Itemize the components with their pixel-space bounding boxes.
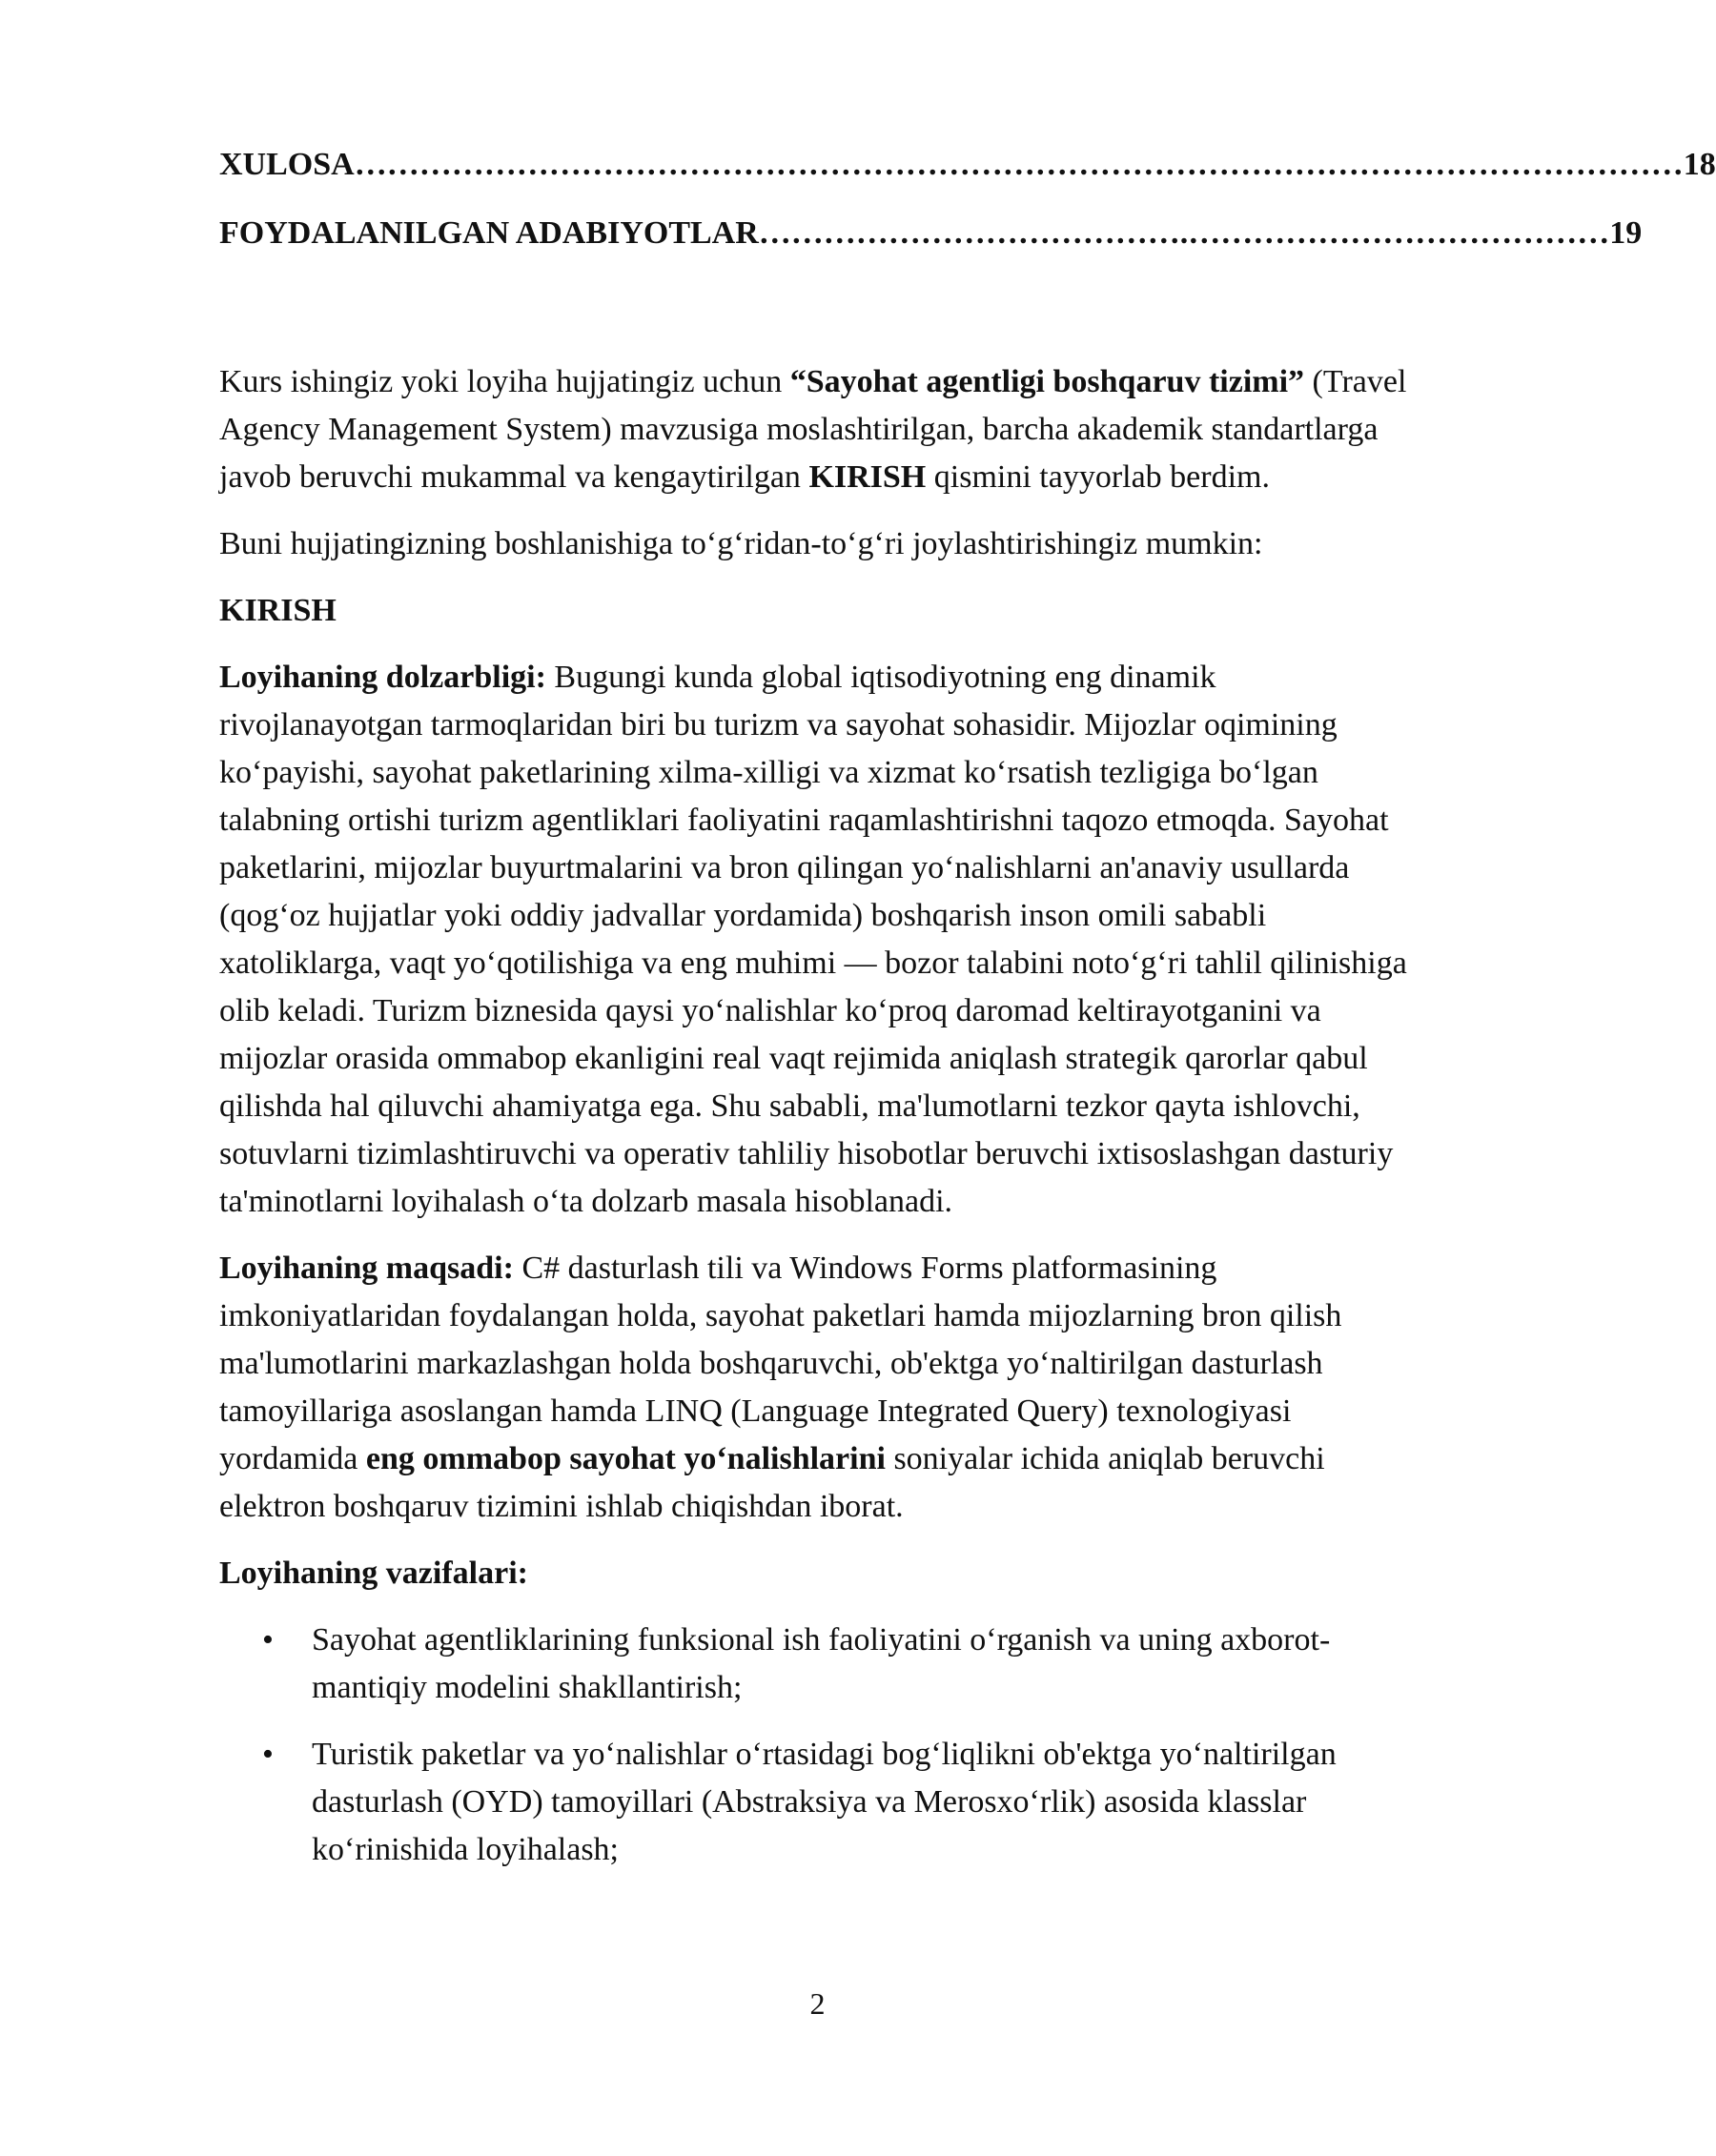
intro-text: Kurs ishingiz yoki loyiha hujjatingiz uchun bbox=[219, 364, 790, 399]
tasks-list bbox=[219, 1617, 1411, 1874]
toc-leader-dots: ………………………………….………………………………… bbox=[758, 215, 1610, 251]
goal-text: soniyalar ichida aniqlab beruvchi elektron boshqaruv tizimini ishlab chiqishdan iborat. bbox=[219, 1441, 1325, 1524]
relevance-label: Loyihaning dolzarbligi: bbox=[219, 660, 546, 695]
kirish-keyword: KIRISH bbox=[808, 459, 927, 495]
section-heading-kirish: KIRISH bbox=[219, 593, 337, 628]
spacer bbox=[219, 278, 1411, 358]
goal-emphasis: eng ommabop sayohat yo‘nalishlarini bbox=[365, 1441, 886, 1476]
intro-text: (Travel Agency Management System) mavzusiga moslashtirilgan, barcha akademik standartlarga javob beruvchi mukammal va kengaytirilgan bbox=[219, 364, 1407, 495]
goal-label: Loyihaning maqsadi: bbox=[219, 1251, 514, 1286]
toc-page-number: 19 bbox=[1609, 215, 1643, 251]
goal-paragraph bbox=[219, 1245, 1411, 1531]
tasks-heading: Loyihaning vazifalari: bbox=[219, 1556, 528, 1591]
list-item-text: Sayohat agentliklarining funksional ish faoliyatini o‘rganish va uning axborot-mantiqiy modelini shakllantirish; bbox=[312, 1622, 1331, 1705]
toc-entry-title: XULOSA bbox=[219, 147, 355, 182]
list-item-text: Turistik paketlar va yo‘nalishlar o‘rtasidagi bog‘liqlikni ob'ektga yo‘naltirilgan dasturlash (OYD) tamoyillari (Abstraksiya va Merosxo‘rlik) asosida klasslar ko‘rinishida loyihalash; bbox=[312, 1737, 1337, 1867]
toc-page-number: 18 bbox=[1683, 147, 1716, 182]
toc-entry-references[interactable] bbox=[219, 210, 1643, 257]
goal-text: C# dasturlash tili va Windows Forms platformasining imkoniyatlaridan foydalangan holda, sayohat paketlari hamda mijozlarning bron qilish ma'lumotlarini markazlashgan holda boshqaruvchi, ob'ektga yo‘naltirilgan dasturlash tamoyillariga asoslangan hamda LINQ (Language Integrated Query) texnologiyasi yordamida bbox=[219, 1251, 1342, 1476]
project-title: “Sayohat agentligi boshqaruv tizimi” bbox=[789, 364, 1305, 399]
list-item bbox=[219, 1617, 1411, 1712]
page-number: 2 bbox=[809, 1986, 826, 2021]
bullet-icon: • bbox=[262, 1737, 274, 1772]
intro-paragraph bbox=[219, 358, 1411, 501]
bullet-icon: • bbox=[262, 1622, 274, 1658]
intro-text: qismini tayyorlab berdim. bbox=[926, 459, 1270, 495]
toc-entry-conclusion[interactable] bbox=[219, 141, 1716, 189]
relevance-text: Bugungi kunda global iqtisodiyotning eng dinamik rivojlanayotgan tarmoqlaridan biri bu turizm va sayohat sohasidir. Mijozlar oqimining ko‘payishi, sayohat paketlarining xilma-xilligi va xizmat ko‘rsatish tezligiga bo‘lgan talabning ortishi turizm agentliklari faoliyatini raqamlashtirishni taqozo etmoqda. Sayohat paketlarini, mijozlar buyurtmalarini va bron qilingan yo‘nalishlarni an'anaviy usullarda (qog‘oz hujjatlar yoki oddiy jadvallar yordamida) boshqarish inson omili sababli xatoliklarga, vaqt yo‘qotilishiga va eng muhimi — bozor talabini noto‘g‘ri tahlil qilinishiga olib keladi. Turizm biznesida qaysi yo‘nalishlar ko‘proq daromad keltirayotganini va mijozlar orasida ommabop ekanligini real vaqt rejimida aniqlash strategik qarorlar qabul qilishda hal qiluvchi ahamiyatga ega. Shu sababli, ma'lumotlarni tezkor qayta ishlovchi, sotuvlarni tizimlashtiruvchi va operativ tahliliy hisobotlar beruvchi ixtisoslashgan dasturiy ta'minotlarni loyihalash o‘ta dolzarb masala hisoblanadi. bbox=[219, 660, 1407, 1219]
toc-leader-dots: …………………………………………………………………………………………………………… bbox=[354, 147, 1684, 182]
list-item bbox=[219, 1731, 1411, 1874]
page-content bbox=[219, 141, 1716, 1893]
instruction-paragraph: Buni hujjatingizning boshlanishiga to‘g‘ridan-to‘g‘ri joylashtirishingiz mumkin: bbox=[219, 526, 1263, 561]
relevance-paragraph bbox=[219, 654, 1411, 1226]
toc-entry-title: FOYDALANILGAN ADABIYOTLAR bbox=[219, 215, 759, 251]
